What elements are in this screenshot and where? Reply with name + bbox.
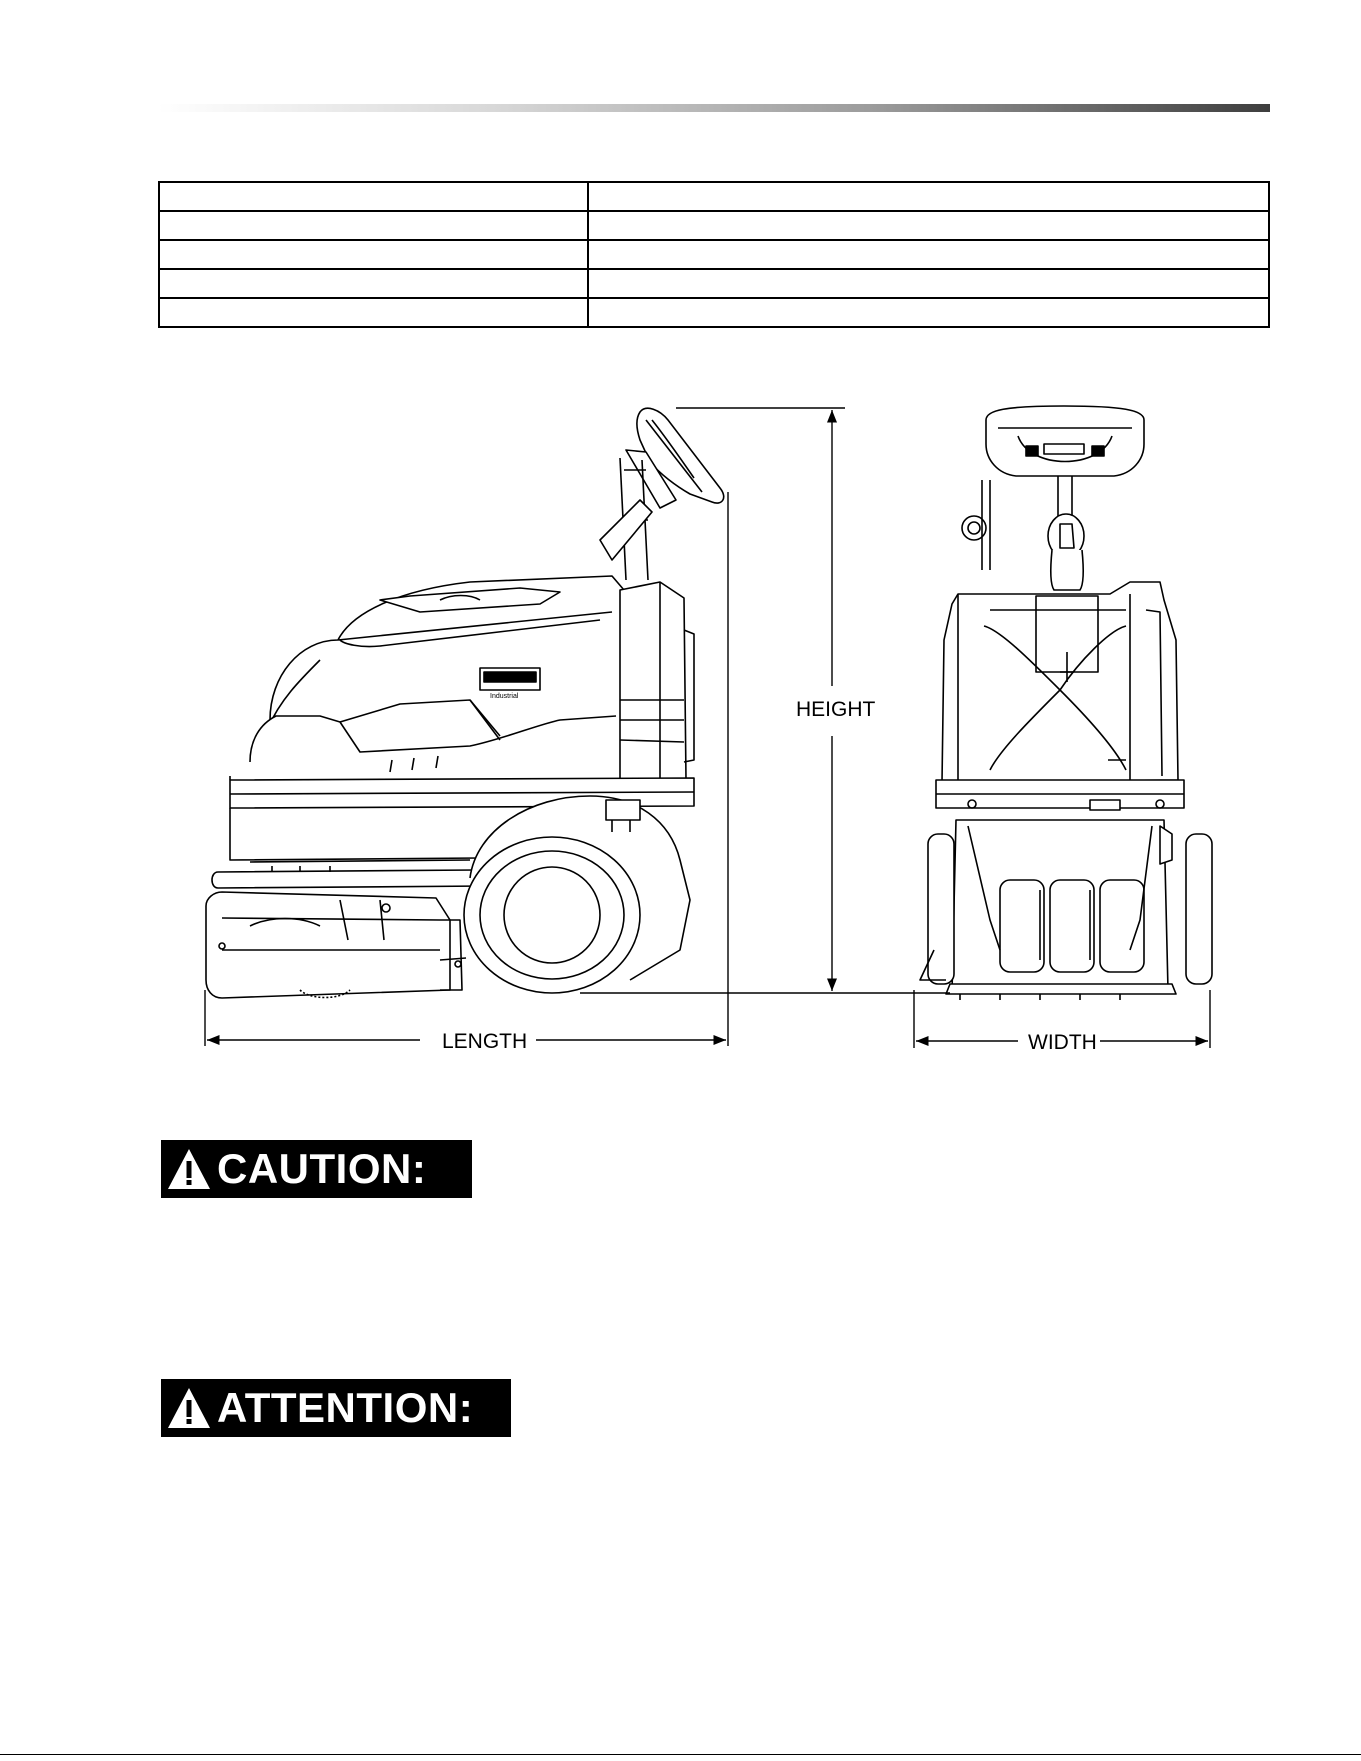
- specifications-table: [158, 181, 1270, 328]
- svg-text:Industrial: Industrial: [490, 693, 519, 700]
- table-cell: [159, 211, 588, 240]
- attention-label: [161, 1379, 511, 1437]
- front-view-machine: [920, 406, 1212, 1000]
- table-row: [159, 269, 1269, 298]
- machine-dimension-drawing: [0, 380, 1361, 1080]
- width-label: WIDTH: [1028, 1031, 1097, 1054]
- table-cell: [588, 182, 1269, 211]
- table-cell: [159, 182, 588, 211]
- warning-triangle-icon: [167, 1386, 211, 1430]
- warning-triangle-icon: [167, 1147, 211, 1191]
- table-cell: [588, 240, 1269, 269]
- table-cell: [159, 298, 588, 327]
- table-cell: [159, 240, 588, 269]
- side-view-machine: [206, 408, 724, 998]
- length-label: LENGTH: [442, 1030, 528, 1053]
- table-cell: [588, 211, 1269, 240]
- height-label: HEIGHT: [796, 698, 876, 721]
- table-cell: [159, 269, 588, 298]
- header-gradient-bar: [158, 104, 1270, 112]
- table-row: [159, 211, 1269, 240]
- attention-text: ATTENTION:: [217, 1384, 474, 1431]
- table-row: [159, 240, 1269, 269]
- table-cell: [588, 298, 1269, 327]
- table-cell: [588, 269, 1269, 298]
- caution-label: [161, 1140, 472, 1198]
- bottom-rule: [0, 1754, 1361, 1755]
- table-row: [159, 298, 1269, 327]
- caution-text: CAUTION:: [217, 1145, 427, 1192]
- table-row: [159, 182, 1269, 211]
